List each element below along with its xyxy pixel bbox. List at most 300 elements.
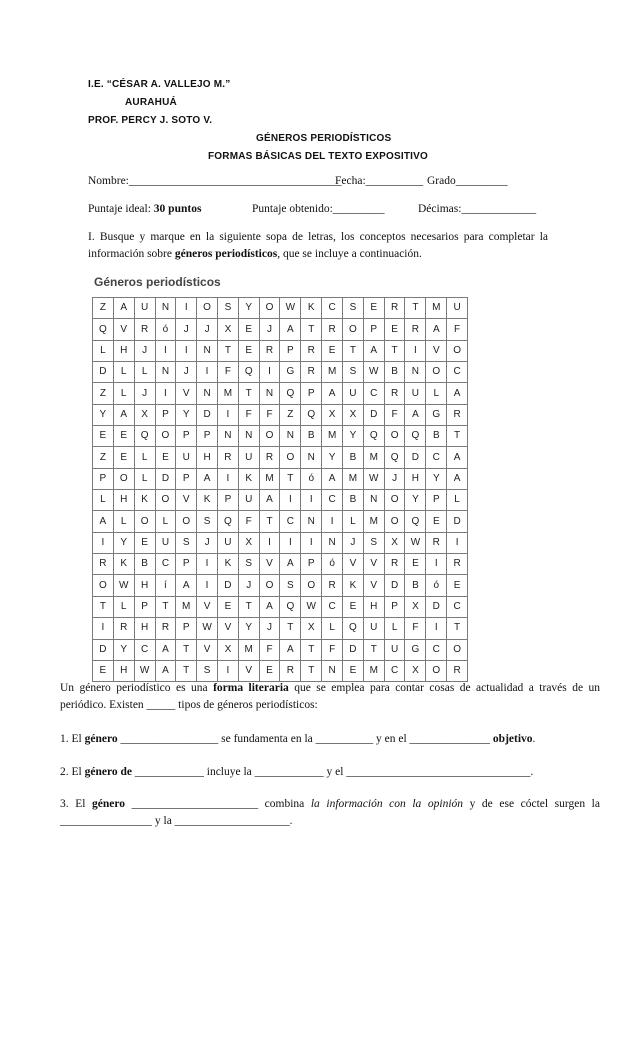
- word-search-title: Géneros periodísticos: [94, 275, 221, 289]
- word-search-cell: I: [322, 511, 343, 532]
- word-search-cell: N: [301, 511, 322, 532]
- word-search-cell: X: [405, 660, 426, 681]
- word-search-cell: S: [218, 298, 239, 319]
- word-search-cell: U: [363, 618, 384, 639]
- word-search-cell: R: [155, 618, 176, 639]
- word-search-cell: L: [113, 596, 134, 617]
- word-search-cell: C: [447, 362, 468, 383]
- instruction-text: [88, 229, 548, 263]
- word-search-cell: C: [447, 596, 468, 617]
- word-search-cell: O: [259, 426, 280, 447]
- word-search-grid: [92, 297, 468, 682]
- q3-bold: género: [92, 798, 126, 810]
- school-name: I.E. “CÉSAR A. VALLEJO M.”: [88, 79, 231, 90]
- word-search-cell: I: [197, 575, 218, 596]
- word-search-cell: J: [134, 383, 155, 404]
- word-search-cell: M: [363, 660, 384, 681]
- word-search-cell: Y: [343, 426, 364, 447]
- q3-part-c: y de ese cóctel surgen la ________________ y la ____________________.: [60, 798, 600, 827]
- word-search-cell: X: [218, 639, 239, 660]
- word-search-cell: N: [155, 362, 176, 383]
- word-search-cell: I: [447, 532, 468, 553]
- word-search-cell: Y: [113, 639, 134, 660]
- q2-part-b: ____________ incluye la ____________ y el ________________________________.: [132, 766, 534, 778]
- word-search-cell: A: [322, 383, 343, 404]
- instruction-part1: I. Busque y marque en la siguiente sopa de letras, los conceptos necesarios para completar la información sobre: [88, 231, 548, 260]
- word-search-cell: E: [259, 660, 280, 681]
- word-search-cell: B: [134, 554, 155, 575]
- word-search: [88, 273, 468, 677]
- word-search-cell: E: [218, 596, 239, 617]
- intro-part2: que se emplea para contar cosas de actualidad a través de un periódico. Existen _____ tipos de géneros periodísticos:: [60, 682, 601, 711]
- word-search-cell: P: [384, 596, 405, 617]
- page-subtitle: FORMAS BÁSICAS DEL TEXTO EXPOSITIVO: [208, 151, 428, 162]
- intro-bold: forma literaria: [213, 682, 289, 694]
- word-search-cell: V: [259, 554, 280, 575]
- word-search-cell: K: [301, 298, 322, 319]
- word-search-cell: E: [322, 340, 343, 361]
- word-search-cell: O: [384, 490, 405, 511]
- q3-part-b: ______________________ combina: [125, 798, 311, 810]
- word-search-cell: M: [343, 468, 364, 489]
- word-search-cell: E: [113, 426, 134, 447]
- word-search-cell: L: [134, 447, 155, 468]
- word-search-cell: I: [405, 340, 426, 361]
- word-search-cell: W: [113, 575, 134, 596]
- word-search-cell: ó: [322, 554, 343, 575]
- instruction-bold: géneros periodísticos: [174, 248, 278, 260]
- word-search-cell: P: [93, 468, 114, 489]
- word-search-row: [93, 554, 468, 575]
- word-search-cell: Q: [384, 447, 405, 468]
- word-search-cell: Y: [113, 532, 134, 553]
- word-search-cell: Q: [218, 511, 239, 532]
- q2-bold: género de: [84, 766, 132, 778]
- word-search-row: [93, 639, 468, 660]
- word-search-cell: E: [134, 532, 155, 553]
- word-search-cell: I: [93, 618, 114, 639]
- word-search-cell: C: [322, 298, 343, 319]
- word-search-cell: Y: [322, 447, 343, 468]
- word-search-cell: T: [384, 340, 405, 361]
- word-search-cell: ó: [426, 575, 447, 596]
- word-search-cell: O: [447, 639, 468, 660]
- word-search-cell: T: [301, 660, 322, 681]
- word-search-row: [93, 362, 468, 383]
- word-search-cell: C: [280, 511, 301, 532]
- teacher-name: PROF. PERCY J. SOTO V.: [88, 115, 213, 126]
- word-search-cell: í: [155, 575, 176, 596]
- word-search-cell: I: [197, 362, 218, 383]
- word-search-cell: C: [363, 383, 384, 404]
- word-search-cell: R: [447, 404, 468, 425]
- word-search-cell: Q: [280, 383, 301, 404]
- word-search-cell: H: [113, 660, 134, 681]
- word-search-cell: K: [218, 554, 239, 575]
- word-search-cell: N: [218, 426, 239, 447]
- word-search-cell: J: [384, 468, 405, 489]
- word-search-cell: T: [363, 639, 384, 660]
- word-search-row: [93, 490, 468, 511]
- word-search-cell: V: [113, 319, 134, 340]
- word-search-cell: O: [93, 575, 114, 596]
- word-search-cell: O: [280, 447, 301, 468]
- word-search-cell: R: [301, 340, 322, 361]
- word-search-cell: V: [197, 639, 218, 660]
- word-search-cell: D: [93, 362, 114, 383]
- word-search-cell: A: [447, 383, 468, 404]
- word-search-cell: C: [322, 490, 343, 511]
- word-search-cell: I: [176, 340, 197, 361]
- word-search-cell: M: [259, 468, 280, 489]
- word-search-cell: T: [280, 468, 301, 489]
- word-search-cell: A: [155, 660, 176, 681]
- word-search-cell: B: [301, 426, 322, 447]
- q3-italic: la información con la opinión: [310, 798, 464, 810]
- word-search-cell: G: [280, 362, 301, 383]
- word-search-cell: P: [176, 554, 197, 575]
- word-search-cell: A: [280, 554, 301, 575]
- word-search-cell: U: [134, 298, 155, 319]
- word-search-cell: W: [301, 596, 322, 617]
- word-search-cell: O: [426, 362, 447, 383]
- word-search-cell: A: [197, 468, 218, 489]
- word-search-cell: O: [343, 319, 364, 340]
- word-search-cell: N: [259, 383, 280, 404]
- word-search-row: [93, 319, 468, 340]
- word-search-cell: W: [405, 532, 426, 553]
- word-search-cell: K: [134, 490, 155, 511]
- word-search-row: [93, 447, 468, 468]
- word-search-cell: D: [447, 511, 468, 532]
- instruction-part2: , que se incluye a continuación.: [277, 248, 422, 260]
- word-search-row: [93, 575, 468, 596]
- word-search-cell: U: [447, 298, 468, 319]
- word-search-cell: R: [447, 660, 468, 681]
- word-search-cell: T: [176, 660, 197, 681]
- word-search-cell: U: [176, 447, 197, 468]
- word-search-cell: I: [259, 532, 280, 553]
- word-search-cell: F: [238, 511, 259, 532]
- word-search-cell: L: [426, 383, 447, 404]
- word-search-cell: G: [405, 639, 426, 660]
- word-search-cell: O: [197, 298, 218, 319]
- word-search-cell: P: [301, 383, 322, 404]
- page-title: GÉNEROS PERIODÍSTICOS: [256, 133, 392, 144]
- word-search-cell: I: [426, 618, 447, 639]
- word-search-cell: D: [197, 404, 218, 425]
- word-search-cell: L: [93, 490, 114, 511]
- word-search-cell: V: [218, 618, 239, 639]
- word-search-cell: H: [134, 575, 155, 596]
- word-search-cell: Q: [134, 426, 155, 447]
- word-search-cell: P: [197, 426, 218, 447]
- word-search-cell: S: [197, 660, 218, 681]
- word-search-cell: O: [155, 426, 176, 447]
- word-search-cell: S: [197, 511, 218, 532]
- word-search-row: [93, 660, 468, 681]
- word-search-cell: Q: [301, 404, 322, 425]
- word-search-cell: N: [301, 447, 322, 468]
- word-search-cell: W: [197, 618, 218, 639]
- word-search-cell: O: [426, 660, 447, 681]
- word-search-cell: K: [238, 468, 259, 489]
- word-search-cell: J: [176, 362, 197, 383]
- word-search-cell: C: [426, 447, 447, 468]
- word-search-cell: B: [426, 426, 447, 447]
- word-search-cell: L: [384, 618, 405, 639]
- word-search-cell: T: [238, 383, 259, 404]
- word-search-cell: Y: [426, 468, 447, 489]
- word-search-cell: E: [93, 660, 114, 681]
- word-search-cell: I: [301, 532, 322, 553]
- word-search-cell: S: [280, 575, 301, 596]
- word-search-cell: V: [176, 490, 197, 511]
- word-search-cell: Q: [238, 362, 259, 383]
- word-search-cell: V: [238, 660, 259, 681]
- word-search-cell: E: [343, 660, 364, 681]
- word-search-cell: H: [134, 618, 155, 639]
- word-search-cell: R: [384, 383, 405, 404]
- word-search-cell: Y: [238, 298, 259, 319]
- word-search-cell: L: [134, 468, 155, 489]
- word-search-cell: X: [405, 596, 426, 617]
- school-place: AURAHUÁ: [125, 97, 177, 108]
- word-search-row: [93, 511, 468, 532]
- word-search-cell: D: [426, 596, 447, 617]
- word-search-cell: O: [384, 426, 405, 447]
- word-search-cell: Q: [405, 511, 426, 532]
- word-search-cell: M: [238, 639, 259, 660]
- word-search-cell: I: [218, 660, 239, 681]
- word-search-cell: I: [218, 468, 239, 489]
- word-search-row: [93, 618, 468, 639]
- word-search-cell: D: [93, 639, 114, 660]
- word-search-cell: U: [405, 383, 426, 404]
- word-search-cell: R: [426, 532, 447, 553]
- word-search-cell: L: [93, 340, 114, 361]
- q3-part-a: 3. El: [60, 798, 92, 810]
- word-search-cell: P: [176, 618, 197, 639]
- word-search-cell: L: [322, 618, 343, 639]
- word-search-cell: D: [343, 639, 364, 660]
- word-search-cell: R: [280, 660, 301, 681]
- word-search-cell: E: [343, 596, 364, 617]
- intro-paragraph: [60, 680, 600, 714]
- nombre-field: Nombre:_____________________________________: [88, 175, 342, 187]
- word-search-cell: A: [447, 447, 468, 468]
- word-search-cell: I: [93, 532, 114, 553]
- word-search-cell: X: [322, 404, 343, 425]
- word-search-cell: I: [259, 362, 280, 383]
- word-search-cell: D: [155, 468, 176, 489]
- word-search-cell: O: [176, 511, 197, 532]
- word-search-cell: R: [134, 319, 155, 340]
- word-search-cell: V: [197, 596, 218, 617]
- q1-part-c: .: [532, 733, 536, 745]
- word-search-cell: T: [155, 596, 176, 617]
- fecha-field: Fecha:__________: [335, 175, 424, 187]
- word-search-cell: R: [384, 298, 405, 319]
- word-search-cell: M: [426, 298, 447, 319]
- word-search-cell: M: [363, 447, 384, 468]
- word-search-cell: U: [155, 532, 176, 553]
- word-search-cell: R: [93, 554, 114, 575]
- word-search-cell: Q: [343, 618, 364, 639]
- word-search-cell: N: [155, 298, 176, 319]
- word-search-cell: T: [259, 511, 280, 532]
- word-search-row: [93, 340, 468, 361]
- word-search-cell: U: [384, 639, 405, 660]
- word-search-row: [93, 468, 468, 489]
- word-search-cell: O: [113, 468, 134, 489]
- word-search-cell: V: [363, 575, 384, 596]
- question-1: [60, 731, 600, 748]
- word-search-cell: ó: [301, 468, 322, 489]
- q1-bold: género: [84, 733, 118, 745]
- puntaje-ideal: [88, 203, 201, 215]
- word-search-cell: R: [113, 618, 134, 639]
- word-search-cell: A: [280, 319, 301, 340]
- word-search-cell: T: [301, 639, 322, 660]
- question-2: [60, 764, 600, 781]
- word-search-cell: A: [113, 404, 134, 425]
- word-search-cell: F: [259, 639, 280, 660]
- word-search-cell: C: [322, 596, 343, 617]
- word-search-cell: Z: [93, 298, 114, 319]
- word-search-cell: R: [218, 447, 239, 468]
- word-search-cell: H: [113, 340, 134, 361]
- word-search-cell: V: [176, 383, 197, 404]
- q1-bold2: objetivo: [492, 733, 533, 745]
- word-search-cell: C: [384, 660, 405, 681]
- word-search-cell: N: [405, 362, 426, 383]
- word-search-cell: E: [447, 575, 468, 596]
- word-search-cell: K: [343, 575, 364, 596]
- word-search-cell: T: [447, 426, 468, 447]
- word-search-cell: D: [363, 404, 384, 425]
- word-search-cell: N: [363, 490, 384, 511]
- word-search-cell: Z: [93, 383, 114, 404]
- word-search-cell: P: [363, 319, 384, 340]
- word-search-cell: T: [93, 596, 114, 617]
- word-search-cell: P: [218, 490, 239, 511]
- word-search-cell: F: [384, 404, 405, 425]
- word-search-cell: F: [238, 404, 259, 425]
- word-search-cell: N: [280, 426, 301, 447]
- word-search-cell: E: [384, 319, 405, 340]
- word-search-cell: U: [238, 447, 259, 468]
- word-search-cell: S: [176, 532, 197, 553]
- word-search-cell: A: [155, 639, 176, 660]
- word-search-cell: V: [363, 554, 384, 575]
- word-search-cell: S: [363, 532, 384, 553]
- puntaje-obtenido-field: Puntaje obtenido:_________: [252, 203, 385, 215]
- word-search-cell: P: [176, 468, 197, 489]
- word-search-cell: R: [322, 575, 343, 596]
- word-search-cell: Q: [93, 319, 114, 340]
- word-search-cell: O: [155, 490, 176, 511]
- word-search-cell: J: [134, 340, 155, 361]
- word-search-cell: B: [405, 575, 426, 596]
- word-search-cell: M: [363, 511, 384, 532]
- word-search-cell: V: [426, 340, 447, 361]
- word-search-cell: R: [301, 362, 322, 383]
- word-search-row: [93, 298, 468, 319]
- word-search-cell: O: [447, 340, 468, 361]
- word-search-cell: X: [218, 319, 239, 340]
- word-search-cell: O: [301, 575, 322, 596]
- intro-part1: Un género periodístico es una: [60, 682, 214, 694]
- word-search-cell: Y: [238, 618, 259, 639]
- word-search-cell: X: [384, 532, 405, 553]
- word-search-cell: N: [197, 340, 218, 361]
- word-search-cell: U: [343, 383, 364, 404]
- word-search-cell: Y: [93, 404, 114, 425]
- word-search-cell: E: [426, 511, 447, 532]
- word-search-cell: O: [259, 298, 280, 319]
- word-search-cell: I: [280, 490, 301, 511]
- word-search-cell: L: [113, 383, 134, 404]
- word-search-cell: Q: [405, 426, 426, 447]
- word-search-cell: A: [93, 511, 114, 532]
- word-search-cell: F: [447, 319, 468, 340]
- word-search-cell: ó: [155, 319, 176, 340]
- word-search-cell: Y: [405, 490, 426, 511]
- word-search-cell: M: [176, 596, 197, 617]
- word-search-cell: R: [384, 554, 405, 575]
- word-search-cell: H: [113, 490, 134, 511]
- word-search-cell: B: [384, 362, 405, 383]
- word-search-cell: J: [259, 618, 280, 639]
- word-search-cell: N: [322, 660, 343, 681]
- word-search-cell: P: [280, 340, 301, 361]
- word-search-cell: W: [363, 362, 384, 383]
- word-search-cell: D: [384, 575, 405, 596]
- word-search-cell: C: [426, 639, 447, 660]
- q2-part-a: 2. El: [60, 766, 85, 778]
- word-search-cell: I: [218, 404, 239, 425]
- word-search-cell: P: [176, 426, 197, 447]
- word-search-cell: L: [343, 511, 364, 532]
- word-search-cell: E: [405, 554, 426, 575]
- word-search-cell: W: [363, 468, 384, 489]
- word-search-cell: S: [343, 298, 364, 319]
- word-search-cell: X: [343, 404, 364, 425]
- word-search-cell: Z: [93, 447, 114, 468]
- word-search-cell: B: [343, 447, 364, 468]
- word-search-cell: M: [218, 383, 239, 404]
- word-search-cell: R: [259, 340, 280, 361]
- question-3: [60, 796, 600, 830]
- word-search-cell: P: [426, 490, 447, 511]
- word-search-cell: T: [301, 319, 322, 340]
- word-search-cell: Z: [280, 404, 301, 425]
- word-search-cell: D: [218, 575, 239, 596]
- word-search-cell: A: [176, 575, 197, 596]
- word-search-cell: Q: [280, 596, 301, 617]
- word-search-cell: R: [405, 319, 426, 340]
- word-search-cell: A: [447, 468, 468, 489]
- word-search-cell: F: [322, 639, 343, 660]
- word-search-cell: M: [322, 426, 343, 447]
- word-search-cell: G: [426, 404, 447, 425]
- word-search-cell: X: [134, 404, 155, 425]
- decimas-field: Décimas:_____________: [418, 203, 537, 215]
- word-search-row: [93, 596, 468, 617]
- word-search-cell: O: [259, 575, 280, 596]
- word-search-row: [93, 383, 468, 404]
